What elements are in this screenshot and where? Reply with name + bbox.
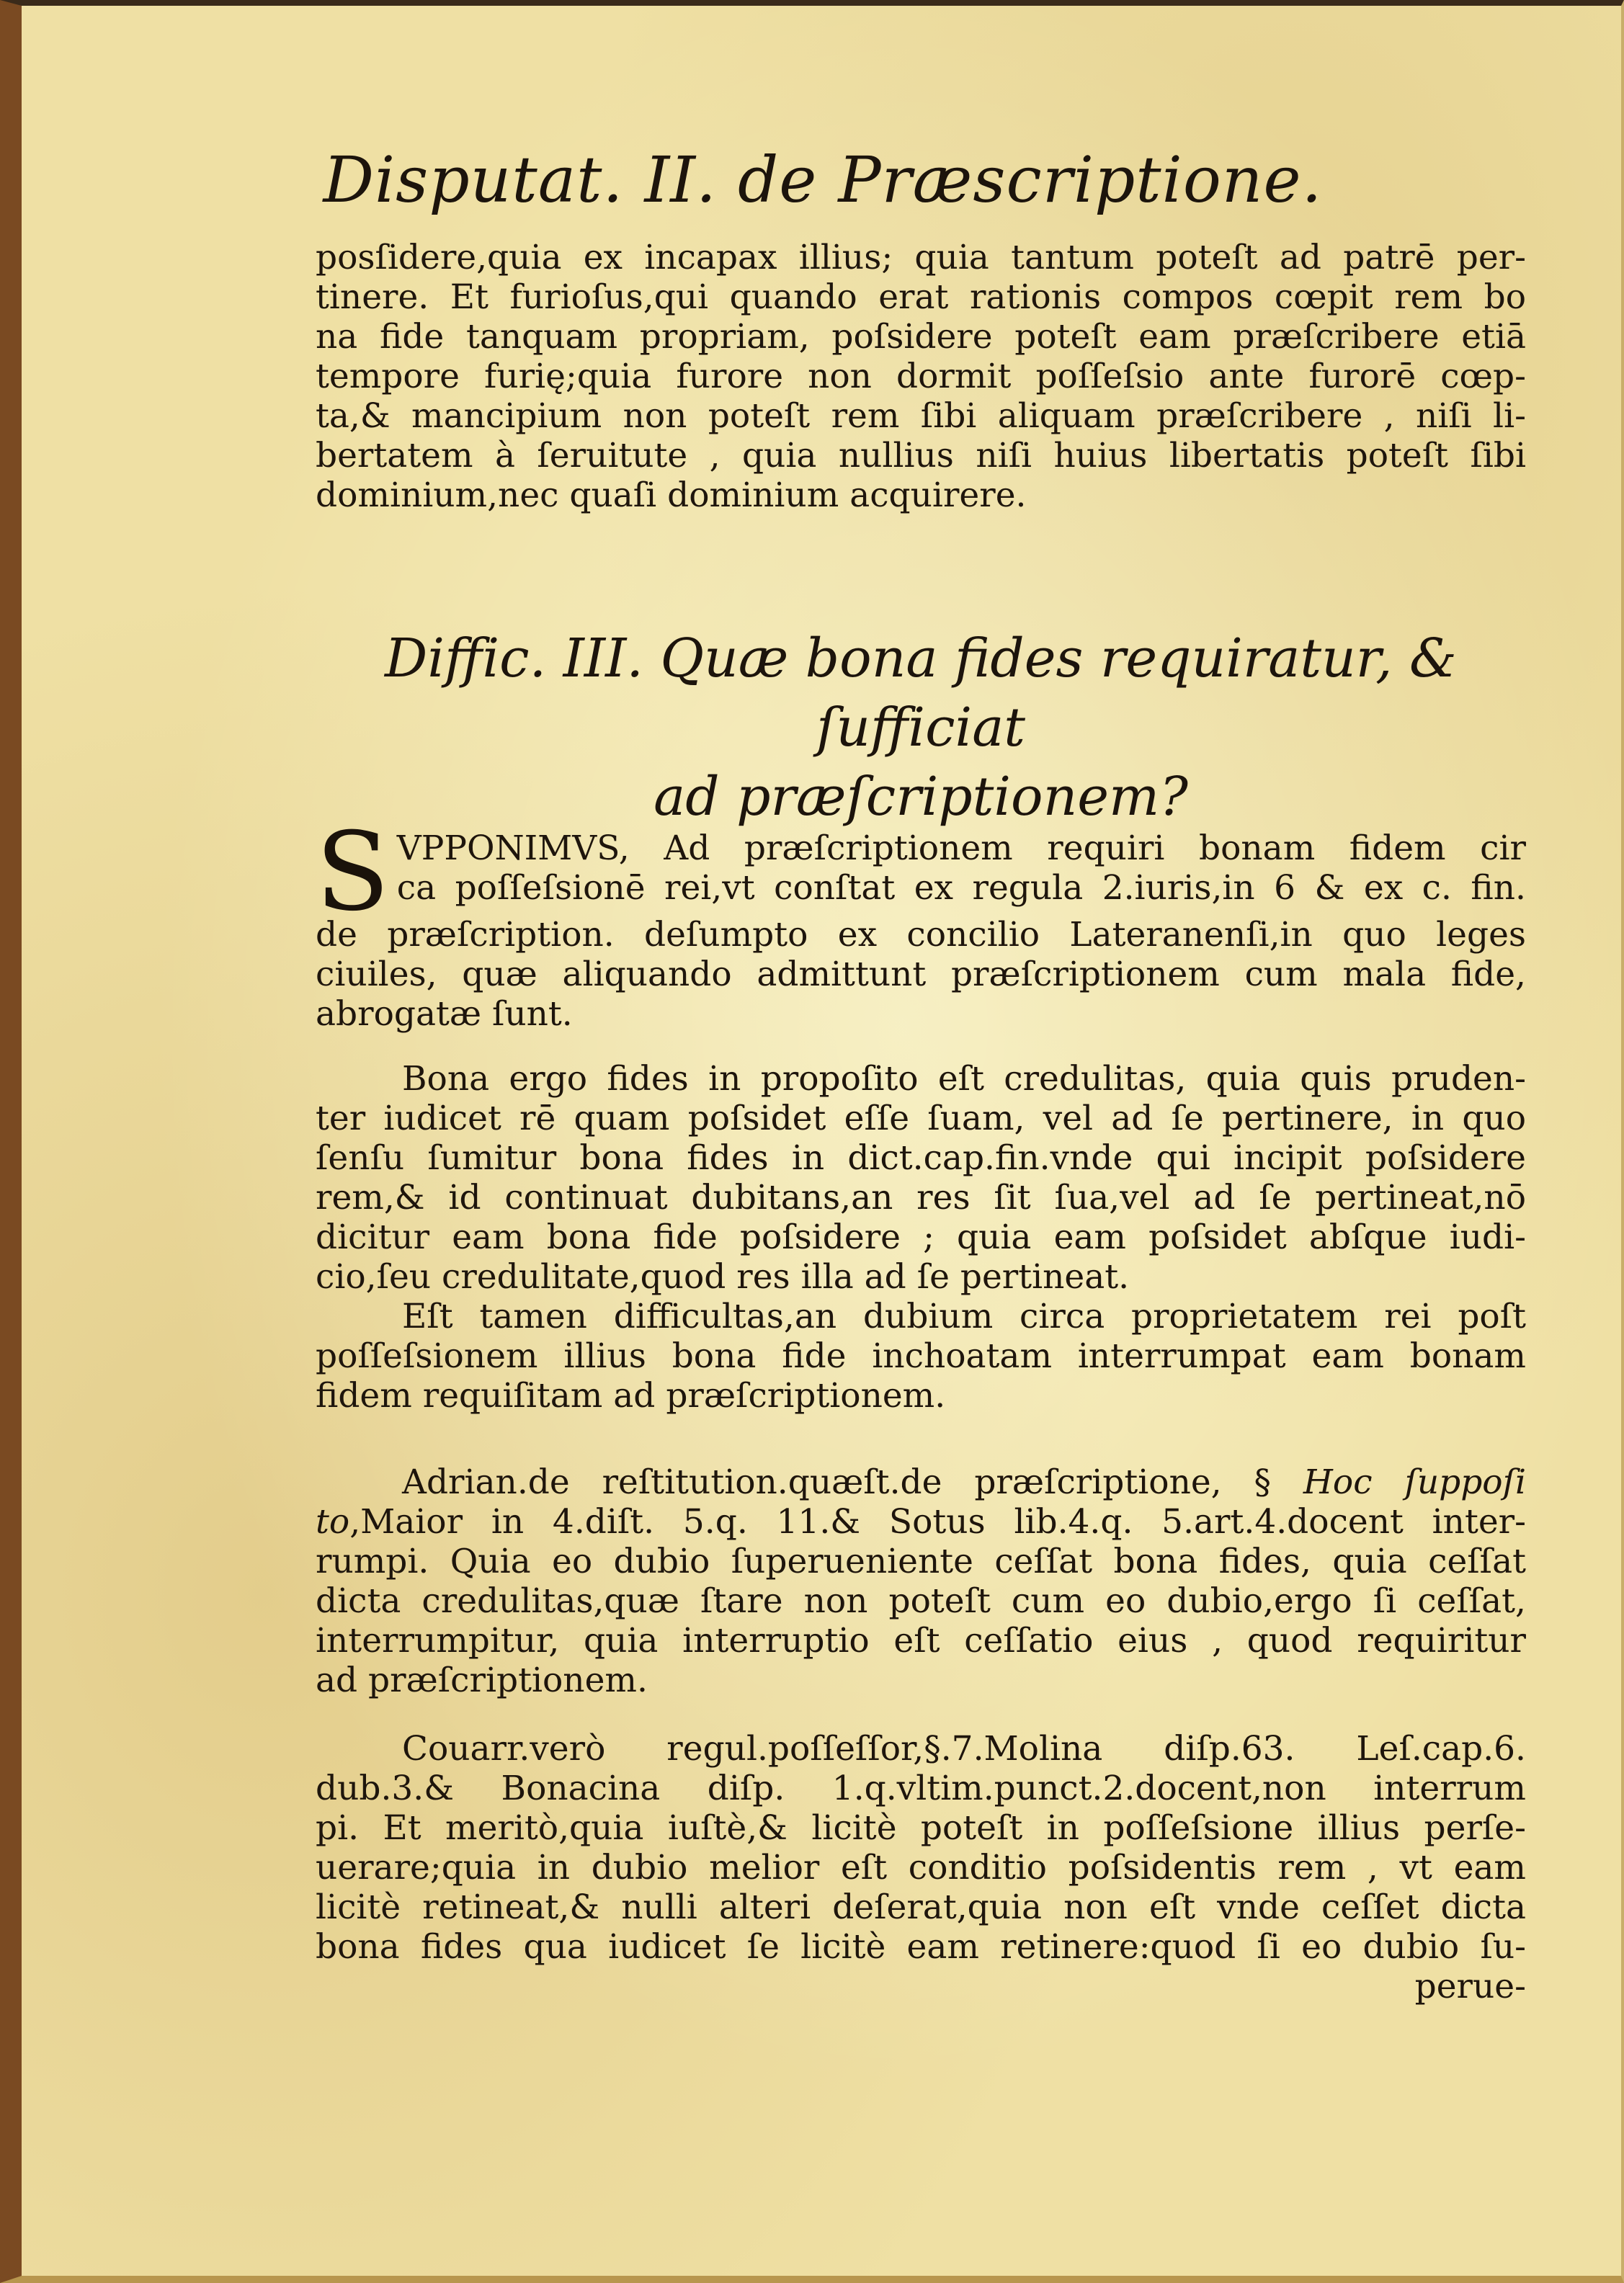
text-line: VPPONIMVS, Ad præſcriptionem requiri bonam fidem cir [396, 828, 1526, 868]
text-line: abrogatæ ſunt. [316, 994, 573, 1034]
section-heading-line-1: Diffic. III. Quæ bona fides requiratur, & ſufficiat [385, 627, 1457, 759]
continuation-paragraph [316, 238, 1526, 515]
text-line: licitè retineat,& nulli alteri deſerat,quia non eſt vnde ceſſet dicta [316, 1887, 1526, 1927]
section-heading-line-2: ad præſcriptionem? [653, 766, 1188, 828]
text-line: Bona ergo fides in propoſito eſt credulitas, quia quis pruden- [402, 1059, 1526, 1099]
text-line: pi. Et meritò,quia iuſtè,& licitè poteſt in poſſeſsione illius perſe- [316, 1808, 1526, 1848]
catchword: perue- [1414, 1967, 1526, 2006]
paragraph-1 [316, 810, 1526, 1034]
italic-citation: to [316, 1502, 350, 1542]
citation-text: ,Maior in 4.diſt. 5.q. 11.& Sotus lib.4.q. 5.art.4.docent inter- [349, 1502, 1526, 1542]
running-head: Disputat. II. de Præscriptione. [323, 143, 1323, 217]
text-line [316, 1462, 1526, 1502]
text-line: bona fides qua iudicet ſe licitè eam retinere:quod ſi eo dubio ſu- [316, 1927, 1526, 1967]
text-line: ta,& mancipium non poteſt rem ſibi aliquam præſcribere , niſi li- [316, 396, 1526, 436]
paragraph-3 [316, 1297, 1526, 1416]
text-line: dicitur eam bona fide poſsidere ; quia eam poſsidet abſque iudi- [316, 1218, 1526, 1257]
text-line [316, 1502, 1526, 1542]
text-line: uerare;quia in dubio melior eſt conditio poſsidentis rem , vt eam [316, 1848, 1526, 1887]
text-line: ſenſu ſumitur bona fides in dict.cap.fin.vnde qui incipit poſsidere [316, 1138, 1526, 1178]
text-line: ad præſcriptionem. [316, 1661, 648, 1700]
section-heading [316, 624, 1526, 831]
text-line: tinere. Et furioſus,qui quando erat rationis compos cœpit rem bo [316, 277, 1526, 317]
text-line: Eſt tamen difficultas,an dubium circa proprietatem rei poſt [402, 1297, 1526, 1336]
text-line: fidem requiſitam ad præſcriptionem. [316, 1376, 946, 1416]
drop-cap: S [316, 810, 390, 935]
text-line: interrumpitur, quia interruptio eſt ceſſatio eius , quod requiritur [316, 1621, 1526, 1661]
citation-text: Adrian.de reſtitution.quæſt.de præſcriptione, § [402, 1462, 1303, 1502]
text-line: ter iudicet rē quam poſsidet eſſe ſuam, vel ad ſe pertinere, in quo [316, 1099, 1526, 1138]
paragraph-4 [316, 1462, 1526, 1700]
text-line: rumpi. Quia eo dubio ſuperueniente ceſſat bona fides, quia ceſſat [316, 1542, 1526, 1581]
text-line: bertatem à ſeruitute , quia nullius niſi huius libertatis poteſt ſibi [316, 436, 1526, 475]
text-line: de præſcription. deſumpto ex concilio Lateranenſi,in quo leges [316, 915, 1526, 955]
text-line: poſſeſsionem illius bona fide inchoatam interrumpat eam bonam [316, 1336, 1526, 1376]
text-line: dicta credulitas,quæ ſtare non poteſt cum eo dubio,ergo ſi ceſſat, [316, 1581, 1526, 1621]
text-line: Couarr.verò regul.poſſeſſor,§.7.Molina diſp.63. Leſ.cap.6. [402, 1729, 1526, 1769]
text-line: na fide tanquam propriam, poſsidere poteſt eam præſcribere etiā [316, 317, 1526, 357]
text-line: posſidere,quia ex incapax illius; quia tantum poteſt ad patrē per- [316, 238, 1526, 277]
text-line: tempore furię;quia furore non dormit poſſeſsio ante furorē cœp- [316, 357, 1526, 396]
text-line: dub.3.& Bonacina diſp. 1.q.vltim.punct.2.docent,non interrum [316, 1769, 1526, 1808]
text-line: rem,& id continuat dubitans,an res ſit ſua,vel ad ſe pertineat,nō [316, 1178, 1526, 1218]
paragraph-2 [316, 1059, 1526, 1297]
text-line: ciuiles, quæ aliquando admittunt præſcriptionem cum mala fide, [316, 955, 1526, 994]
text-line: ca poſſeſsionē rei,vt conſtat ex regula 2.iuris,in 6 & ex c. fin. [396, 868, 1526, 908]
text-line: dominium,nec quaſi dominium acquirere. [316, 475, 1027, 515]
italic-citation: Hoc ſuppoſi [1303, 1462, 1527, 1502]
text-line: cio,ſeu credulitate,quod res illa ad ſe pertineat. [316, 1257, 1130, 1297]
paragraph-5 [316, 1729, 1526, 2006]
